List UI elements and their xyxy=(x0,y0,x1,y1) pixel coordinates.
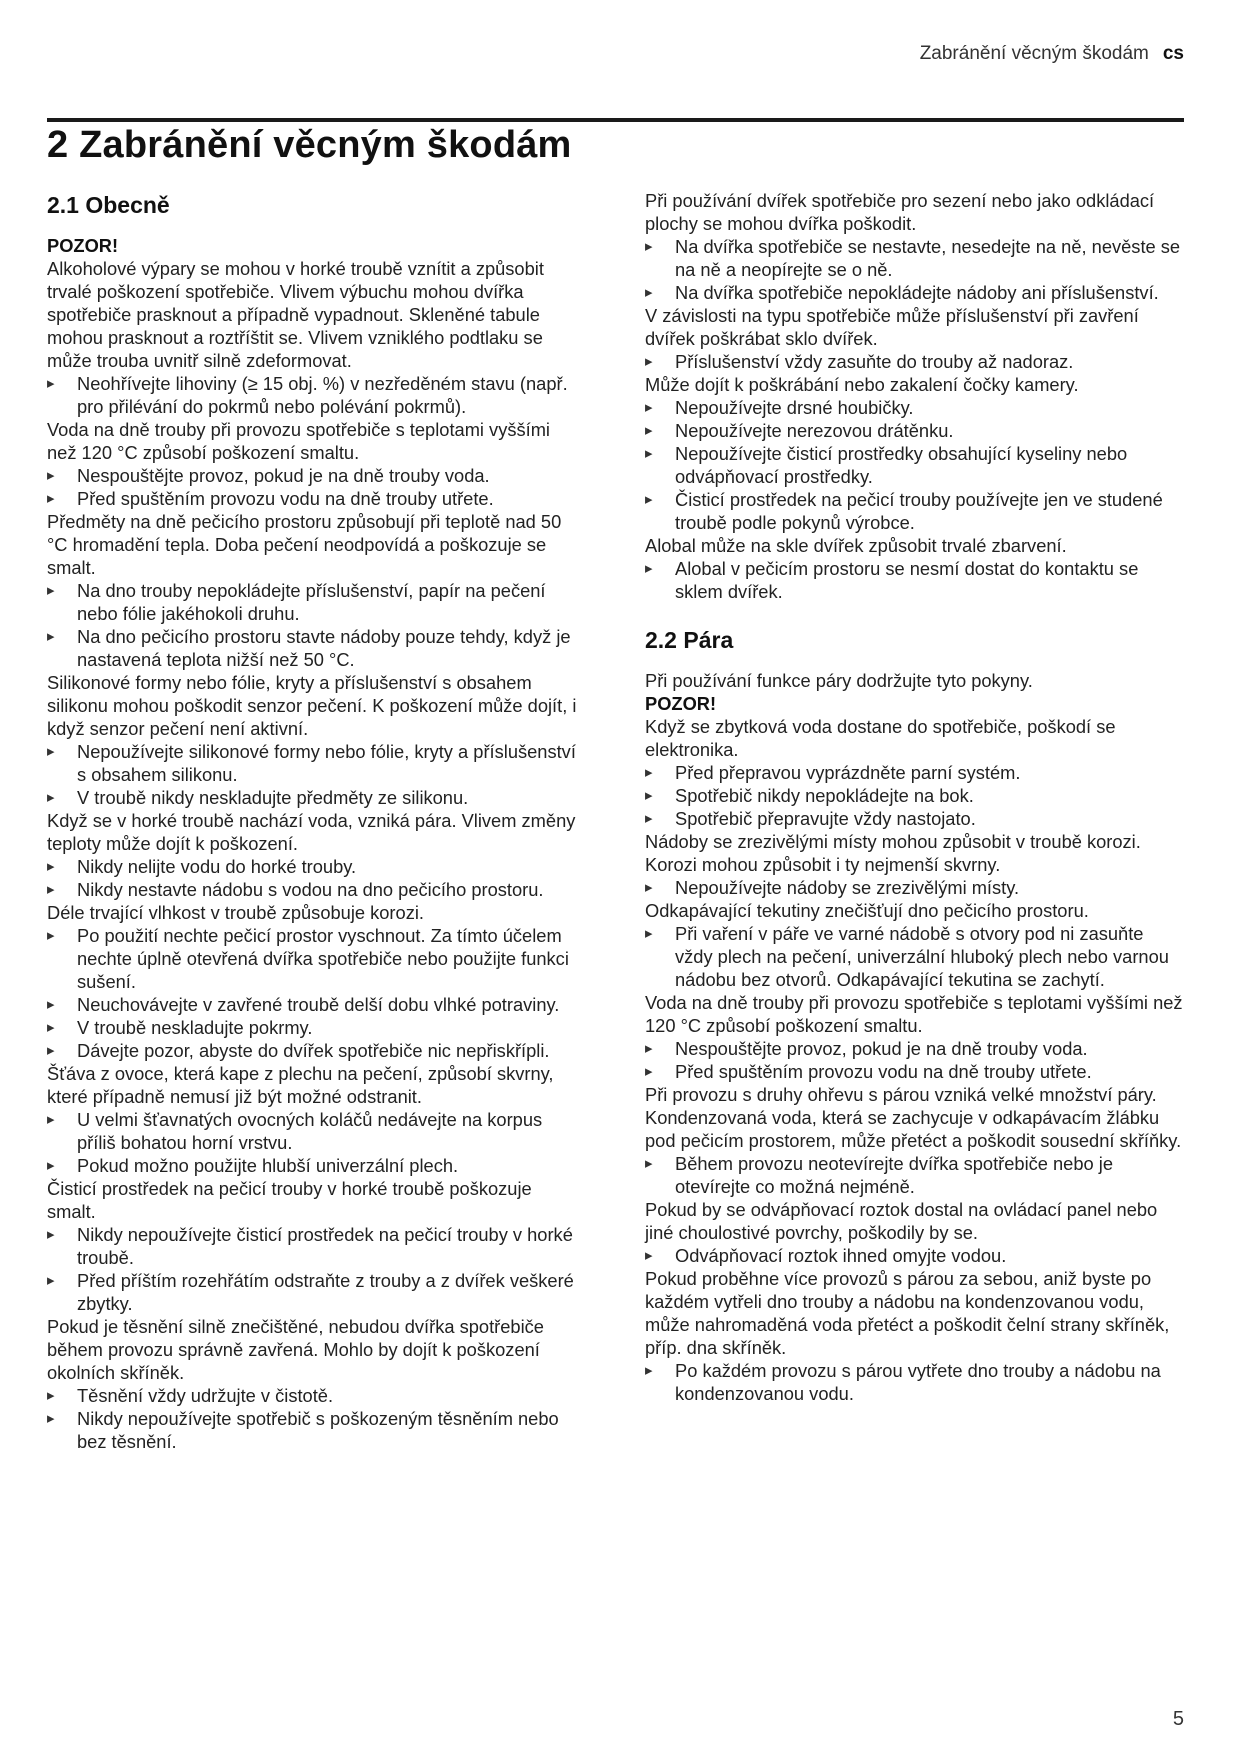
list-item: ▸ Nepoužívejte nerezovou drátěnku. xyxy=(645,419,1185,442)
list-item: ▸ Nikdy nepoužívejte čisticí prostředek na pečicí trouby v horké troubě. xyxy=(47,1223,582,1269)
paragraph: Čisticí prostředek na pečicí trouby v horké troubě poškozuje smalt. xyxy=(47,1178,532,1222)
list-item: ▸ Nikdy nestavte nádobu s vodou na dno pečicího prostoru. xyxy=(47,878,582,901)
instruction-list xyxy=(645,1152,1185,1198)
list-item: ▸ Nepoužívejte nádoby se zrezivělými místy. xyxy=(645,876,1185,899)
instruction-list xyxy=(47,924,582,1062)
instruction-list xyxy=(645,922,1185,991)
paragraph: Při používání dvířek spotřebiče pro sezení nebo jako odkládací plochy se mohou dvířka poškodit. xyxy=(645,190,1155,234)
steam-intro: Při používání funkce páry dodržujte tyto pokyny. xyxy=(645,670,1033,691)
instruction-list xyxy=(645,1037,1185,1083)
list-item: ▸ Nepoužívejte silikonové formy nebo fólie, kryty a příslušenství s obsahem silikonu. xyxy=(47,740,582,786)
running-title: Zabránění věcným škodám xyxy=(919,43,1149,64)
list-item: ▸ Na dno pečicího prostoru stavte nádoby pouze tehdy, když je nastavená teplota nižší než 50 °C. xyxy=(47,625,582,671)
list-item: ▸ Spotřebič přepravujte vždy nastojato. xyxy=(645,807,1185,830)
paragraph: Pokud je těsnění silně znečištěné, nebudou dvířka spotřebiče během provozu správně zavřená. Mohlo by dojít k poškození okolních skříněk. xyxy=(47,1316,544,1383)
list-item: ▸ Nikdy nelijte vodu do horké trouby. xyxy=(47,855,582,878)
language-code: cs xyxy=(1162,43,1184,64)
instruction-list xyxy=(47,740,582,809)
list-item: ▸ Příslušenství vždy zasuňte do trouby až nadoraz. xyxy=(645,350,1185,373)
list-item: ▸ Po použití nechte pečicí prostor vyschnout. Za tímto účelem nechte úplně otevřená dvířka spotřebiče nebo použijte funkci sušení. xyxy=(47,924,582,993)
list-item: ▸ Odvápňovací roztok ihned omyjte vodou. xyxy=(645,1244,1185,1267)
list-item: ▸ Nespouštějte provoz, pokud je na dně trouby voda. xyxy=(47,464,582,487)
paragraph: Odkapávající tekutiny znečišťují dno pečicího prostoru. xyxy=(645,900,1089,921)
list-item: ▸ V troubě neskladujte pokrmy. xyxy=(47,1016,582,1039)
paragraph: Alobal může na skle dvířek způsobit trvalé zbarvení. xyxy=(645,535,1067,556)
list-item: ▸ Nepoužívejte drsné houbičky. xyxy=(645,396,1185,419)
instruction-list xyxy=(645,557,1185,603)
list-item: ▸ Během provozu neotevírejte dvířka spotřebiče nebo je otevírejte co možná nejméně. xyxy=(645,1152,1185,1198)
list-item: ▸ Nespouštějte provoz, pokud je na dně trouby voda. xyxy=(645,1037,1185,1060)
list-item: ▸ Na dno trouby nepokládejte příslušenství, papír na pečení nebo fólie jakéhokoli druhu. xyxy=(47,579,582,625)
list-item: ▸ Neuchovávejte v zavřené troubě delší dobu vlhké potraviny. xyxy=(47,993,582,1016)
list-item: ▸ Před spuštěním provozu vodu na dně trouby utřete. xyxy=(645,1060,1185,1083)
list-item: ▸ Dávejte pozor, abyste do dvířek spotřebiče nic nepřiskřípli. xyxy=(47,1039,582,1062)
right-blocks xyxy=(645,189,1185,603)
paragraph: Když se v horké troubě nachází voda, vzniká pára. Vlivem změny teploty může dojít k poškození. xyxy=(47,810,576,854)
instruction-list xyxy=(47,1108,582,1177)
instruction-list xyxy=(47,1384,582,1453)
instruction-list xyxy=(645,350,1185,373)
list-item: ▸ Alobal v pečicím prostoru se nesmí dostat do kontaktu se sklem dvířek. xyxy=(645,557,1185,603)
list-item: ▸ V troubě nikdy neskladujte předměty ze silikonu. xyxy=(47,786,582,809)
paragraph: V závislosti na typu spotřebiče může příslušenství při zavření dvířek poškrábat sklo dvířek. xyxy=(645,305,1139,349)
list-item: ▸ Nikdy nepoužívejte spotřebič s poškozeným těsněním nebo bez těsnění. xyxy=(47,1407,582,1453)
chapter-title: 2 Zabránění věcným škodám xyxy=(47,124,572,166)
warning-label: POZOR! xyxy=(47,235,119,256)
list-item: ▸ Při vaření v páře ve varné nádobě s otvory pod ni zasuňte vždy plech na pečení, univerzální hluboký plech nebo varnou nádobu bez otvorů. Odkapávající tekutina se zachytí. xyxy=(645,922,1185,991)
running-header xyxy=(920,43,1184,65)
instruction-list xyxy=(645,876,1185,899)
instruction-list xyxy=(47,464,582,510)
list-item: ▸ Na dvířka spotřebiče se nestavte, nesedejte na ně, nevěste se na ně a neopírejte se o ně. xyxy=(645,235,1185,281)
instruction-list xyxy=(645,235,1185,304)
list-item: ▸ Těsnění vždy udržujte v čistotě. xyxy=(47,1384,582,1407)
list-item: ▸ Spotřebič nikdy nepokládejte na bok. xyxy=(645,784,1185,807)
instruction-list xyxy=(47,579,582,671)
list-item: ▸ Na dvířka spotřebiče nepokládejte nádoby ani příslušenství. xyxy=(645,281,1185,304)
list-item: ▸ Před spuštěním provozu vodu na dně trouby utřete. xyxy=(47,487,582,510)
instruction-list xyxy=(645,1359,1185,1405)
paragraph: Voda na dně trouby při provozu spotřebiče s teplotami vyššími než 120 °C způsobí poškození smaltu. xyxy=(47,419,550,463)
list-item: ▸ Před příštím rozehřátím odstraňte z trouby a z dvířek veškeré zbytky. xyxy=(47,1269,582,1315)
paragraph: Může dojít k poškrábání nebo zakalení čočky kamery. xyxy=(645,374,1079,395)
section-heading-general: 2.1 Obecně xyxy=(47,192,170,218)
list-item: ▸ Před přepravou vyprázdněte parní systém. xyxy=(645,761,1185,784)
instruction-list xyxy=(645,761,1185,830)
list-item: ▸ Čisticí prostředek na pečicí trouby používejte jen ve studené troubě podle pokynů výrobce. xyxy=(645,488,1185,534)
paragraph: Nádoby se zrezivělými místy mohou způsobit v troubě korozi. Korozi mohou způsobit i ty nejmenší skvrny. xyxy=(645,831,1141,875)
instruction-list xyxy=(645,1244,1185,1267)
paragraph: Předměty na dně pečicího prostoru způsobují při teplotě nad 50 °C hromadění tepla. Doba pečení neodpovídá a poškozuje se smalt. xyxy=(47,511,562,578)
list-item: ▸ Nepoužívejte čisticí prostředky obsahující kyseliny nebo odvápňovací prostředky. xyxy=(645,442,1185,488)
right-column xyxy=(645,189,1185,1405)
paragraph: Pokud proběhne více provozů s párou za sebou, aniž byste po každém vytřeli dno trouby a nádobu na kondenzovanou vodu, může nahromaděná voda přetéct a poškodit čelní strany skříněk, příp. dna skříněk. xyxy=(645,1268,1170,1358)
paragraph: Když se zbytková voda dostane do spotřebiče, poškodí se elektronika. xyxy=(645,716,1116,760)
page-number: 5 xyxy=(1172,1708,1184,1730)
paragraph: Silikonové formy nebo fólie, kryty a příslušenství s obsahem silikonu mohou poškodit senzor pečení. K poškození může dojít, i když senzor pečení není aktivní. xyxy=(47,672,577,739)
paragraph: Voda na dně trouby při provozu spotřebiče s teplotami vyššími než 120 °C způsobí poškození smaltu. xyxy=(645,992,1183,1036)
header-rule xyxy=(47,118,1184,122)
instruction-list xyxy=(47,372,582,418)
list-item: ▸ Neohřívejte lihoviny (≥ 15 obj. %) v nezředěném stavu (např. pro přilévání do pokrmů nebo polévání pokrmů). xyxy=(47,372,582,418)
list-item: ▸ Po každém provozu s párou vytřete dno trouby a nádobu na kondenzovanou vodu. xyxy=(645,1359,1185,1405)
left-blocks xyxy=(47,257,582,1453)
paragraph: Déle trvající vlhkost v troubě způsobuje korozi. xyxy=(47,902,424,923)
paragraph: Šťáva z ovoce, která kape z plechu na pečení, způsobí skvrny, které případně nemusí již být možné odstranit. xyxy=(47,1063,554,1107)
left-column xyxy=(47,190,582,1453)
instruction-list xyxy=(47,855,582,901)
list-item: ▸ Pokud možno použijte hlubší univerzální plech. xyxy=(47,1154,582,1177)
warning-label: POZOR! xyxy=(645,693,717,714)
paragraph: Pokud by se odvápňovací roztok dostal na ovládací panel nebo jiné choulostivé povrchy, poškodily by se. xyxy=(645,1199,1158,1243)
paragraph: Při provozu s druhy ohřevu s párou vzniká velké množství páry. Kondenzovaná voda, která se zachycuje v odkapávacím žlábku pod pečicím prostorem, může přetéct a poškodit sousední skříňky. xyxy=(645,1084,1182,1151)
list-item: ▸ U velmi šťavnatých ovocných koláčů nedávejte na korpus příliš bohatou horní vrstvu. xyxy=(47,1108,582,1154)
instruction-list xyxy=(47,1223,582,1315)
section-heading-steam: 2.2 Pára xyxy=(645,627,734,653)
paragraph: Alkoholové výpary se mohou v horké troubě vznítit a způsobit trvalé poškození spotřebiče. Vlivem výbuchu mohou dvířka spotřebiče prasknout a případně vypadnout. Skleněné tabule mohou prasknout a roztříštit se. Vlivem vzniklého podtlaku se může trouba uvnitř silně zdeformovat. xyxy=(47,258,544,371)
instruction-list xyxy=(645,396,1185,534)
steam-blocks xyxy=(645,715,1185,1405)
